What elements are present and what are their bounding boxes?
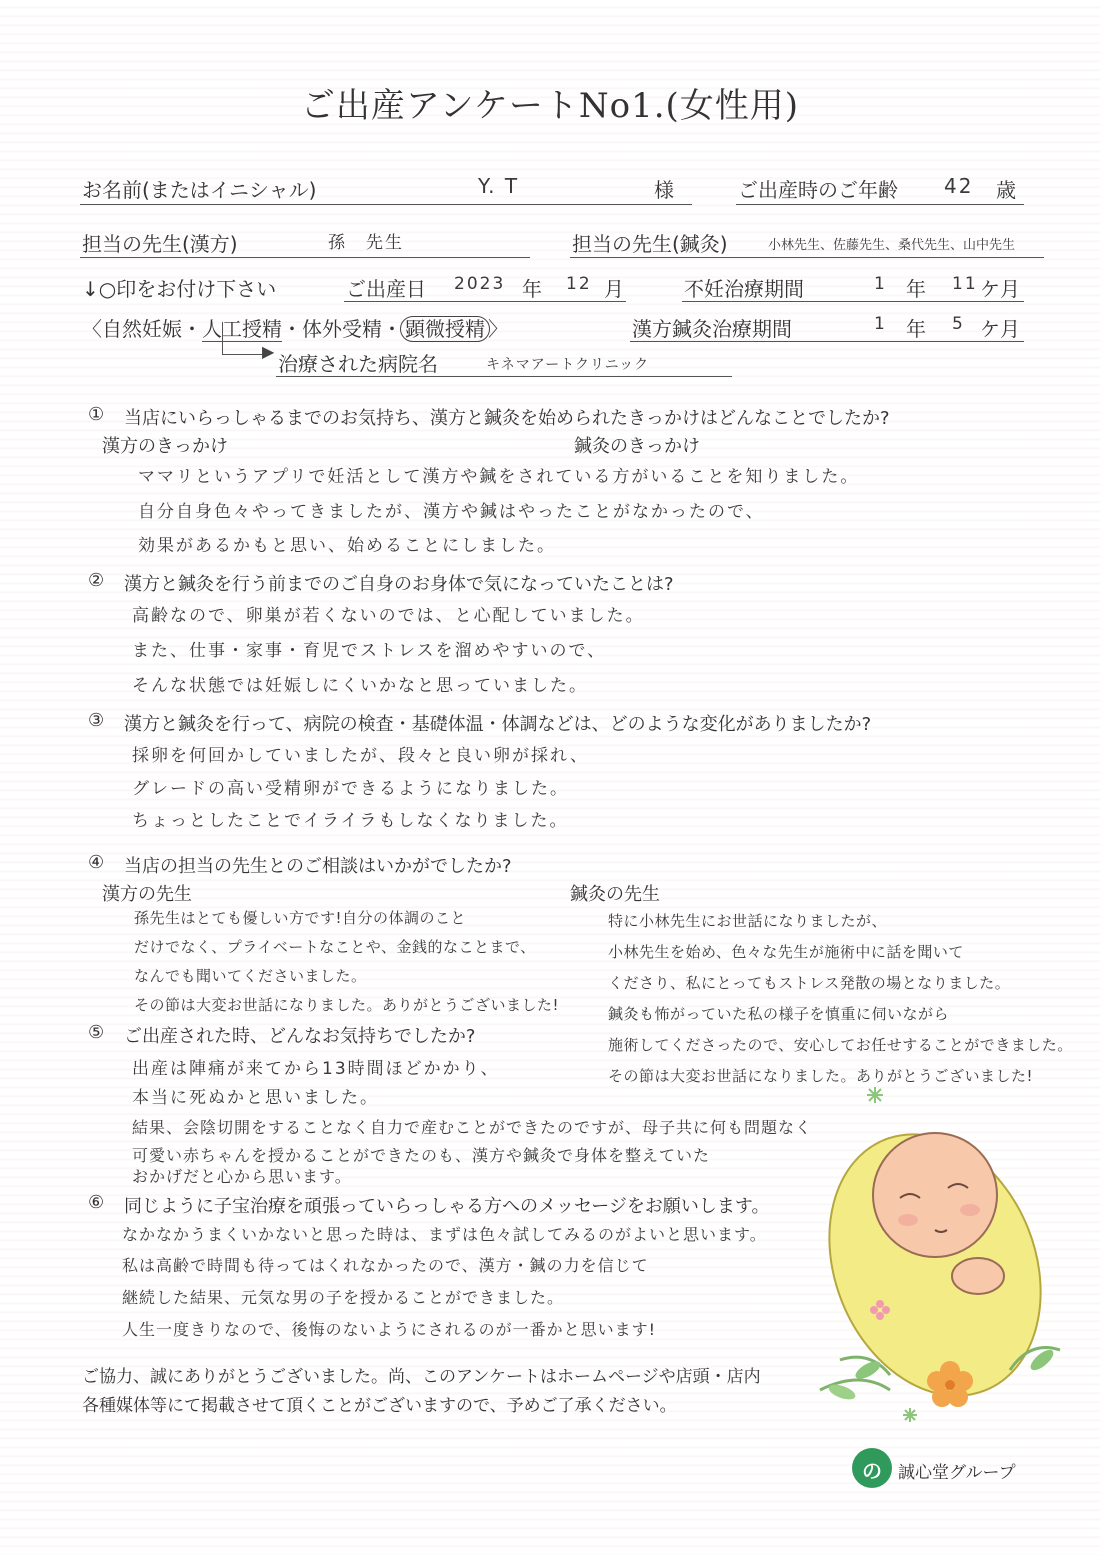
acu-teacher-underline — [570, 257, 1044, 258]
treatment-natural: 自然妊娠・ — [102, 317, 202, 341]
treatment-bracket-close: 〉 — [488, 317, 508, 341]
footer-line-2: 各種媒体等にて掲載させて頂くことがございますので、予めご了承ください。 — [82, 1396, 677, 1416]
group-logo-icon: の — [852, 1448, 892, 1488]
hospital-value: キネマアートクリニック — [486, 357, 650, 373]
baby-right-cheek — [960, 1204, 980, 1216]
q6-text: 同じように子宝治療を頑張っていらっしゃる方へのメッセージをお願いします。 — [124, 1196, 770, 1217]
infertility-label: 不妊治療期間 — [684, 277, 804, 301]
q5-answer-line-2: 本当に死ぬかと思いました。 — [132, 1088, 379, 1108]
birth-date-underline — [344, 301, 626, 302]
q3-answer-line-2: グレードの高い受精卵ができるようになりました。 — [132, 779, 569, 799]
q1-sub-left: 漢方のきっかけ — [102, 436, 228, 457]
page-title: ご出産アンケートNo1.(女性用) — [300, 86, 800, 126]
treatment-bracket-open: 〈 — [82, 317, 102, 341]
birth-month: 12 — [566, 274, 592, 294]
birth-date-label: ご出産日 — [346, 277, 426, 301]
q5-number: ⑤ — [88, 1022, 105, 1043]
q2-text: 漢方と鍼灸を行う前までのご自身のお身体で気になっていたことは? — [124, 574, 674, 595]
treatment-artificial-insemination: 人工授精 — [202, 317, 282, 341]
infertility-year-unit: 年 — [906, 277, 926, 301]
name-label: お名前(またはイニシャル) — [82, 178, 317, 202]
infertility-underline — [682, 301, 1024, 302]
q5-text: ご出産された時、どんなお気持ちでしたか? — [124, 1026, 476, 1047]
baby-illustration — [780, 1070, 1100, 1430]
q6-answer-line-2: 私は高齢で時間も待ってはくれなかったので、漢方・鍼の力を信じて — [122, 1256, 649, 1275]
q6-answer-line-3: 継続した結果、元気な男の子を授かることができました。 — [122, 1288, 565, 1307]
group-logo-text: 誠心堂グループ — [898, 1463, 1016, 1483]
acu-teacher-value: 小林先生、佐藤先生、桑代先生、山中先生 — [768, 238, 1016, 253]
hospital-label: 治療された病院名 — [278, 352, 438, 376]
age-unit: 歳 — [996, 178, 1016, 202]
name-underline — [80, 204, 692, 205]
q4-right-line-6: その節は大変お世話になりました。ありがとうございました! — [608, 1067, 1034, 1085]
q1-answer-line-2: 自分自身色々やってきましたが、漢方や鍼はやったことがなかったので、 — [138, 502, 765, 522]
q1-answer-line-1: ママリというアプリで妊活として漢方や鍼をされている方がいることを知りました。 — [138, 467, 860, 487]
baby-hand — [952, 1258, 1004, 1294]
q1-number: ① — [88, 404, 105, 425]
q4-sub-right: 鍼灸の先生 — [570, 884, 660, 905]
name-value: Y. T — [478, 174, 520, 198]
q3-answer-line-3: ちょっとしたことでイライラもしなくなりました。 — [132, 811, 569, 831]
baby-face — [873, 1133, 997, 1257]
q4-right-line-4: 鍼灸も怖がっていた私の様子を慎重に伺いながら — [608, 1005, 950, 1023]
age-label: ご出産時のご年齢 — [738, 178, 898, 202]
q6-number: ⑥ — [88, 1192, 105, 1213]
infertility-years: 1 — [874, 274, 887, 294]
q4-right-line-5: 施術してくださったので、安心してお任せすることができました。 — [608, 1036, 1073, 1054]
name-suffix: 様 — [654, 178, 674, 202]
q4-number: ④ — [88, 852, 105, 873]
kampo-period-label: 漢方鍼灸治療期間 — [632, 317, 792, 341]
footer-line-1: ご協力、誠にありがとうございました。尚、このアンケートはホームページや店頭・店内 — [82, 1367, 761, 1387]
treatment-type-options — [82, 313, 508, 342]
q2-answer-line-2: また、仕事・家事・育児でストレスを溜めやすいので、 — [132, 641, 607, 661]
q4-left-line-2: だけでなく、プライベートなことや、金銭的なことまで、 — [134, 938, 536, 956]
q4-right-line-2: 小林先生を始め、色々な先生が施術中に話を聞いて — [608, 943, 964, 961]
hospital-arrow — [222, 322, 265, 355]
kampo-period-underline — [630, 341, 1024, 342]
hospital-underline — [276, 376, 732, 377]
q4-text: 当店の担当の先生とのご相談はいかがでしたか? — [124, 856, 512, 877]
q5-answer-line-3: 結果、会陰切開をすることなく自力で産むことができたのですが、母子共に何も問題なく — [132, 1118, 813, 1137]
treatment-icsi-circled: 顕微授精 — [400, 316, 490, 342]
q4-left-line-1: 孫先生はとても優しい方です!自分の体調のこと — [134, 909, 467, 927]
q6-answer-line-4: 人生一度きりなので、後悔のないようにされるのが一番かと思います! — [122, 1320, 657, 1339]
kampo-teacher-underline — [80, 257, 530, 258]
baby-left-cheek — [898, 1214, 918, 1226]
kampo-period-months-unit: ケ月 — [980, 317, 1020, 341]
q2-answer-line-1: 高齢なので、卵巣が若くないのでは、と心配していました。 — [132, 606, 645, 626]
infertility-months: 11 — [952, 274, 978, 294]
arrow-head-icon: ▶ — [262, 342, 275, 361]
q4-right-line-3: くださり、私にとってもストレス発散の場となりました。 — [608, 974, 1011, 992]
q1-answer-line-3: 効果があるかもと思い、始めることにしました。 — [138, 536, 556, 556]
q4-left-line-4: その節は大変お世話になりました。ありがとうございました! — [134, 996, 560, 1014]
birth-year: 2023 — [454, 274, 506, 294]
q5-answer-line-4: 可愛い赤ちゃんを授かることができたのも、漢方や鍼灸で身体を整えていた — [132, 1146, 711, 1165]
sparkle-flower-2 — [903, 1408, 917, 1422]
year-unit: 年 — [522, 277, 542, 301]
infertility-months-unit: ケ月 — [980, 277, 1020, 301]
age-underline — [736, 204, 1024, 205]
q3-text: 漢方と鍼灸を行って、病院の検査・基礎体温・体調などは、どのような変化がありましたか? — [124, 714, 872, 735]
q4-sub-left: 漢方の先生 — [102, 884, 192, 905]
kampo-period-year-unit: 年 — [906, 317, 926, 341]
q5-answer-line-1: 出産は陣痛が来てから13時間ほどかかり、 — [132, 1059, 500, 1079]
circle-instruction: ↓○印をお付け下さい — [82, 277, 277, 301]
month-unit: 月 — [604, 277, 624, 301]
q1-sub-right: 鍼灸のきっかけ — [574, 436, 700, 457]
treatment-ivf: ・体外受精・ — [282, 317, 402, 341]
q2-number: ② — [88, 570, 105, 591]
q3-answer-line-1: 採卵を何回かしていましたが、段々と良い卵が採れ、 — [132, 746, 590, 766]
age-value: 42 — [944, 174, 974, 198]
q5-answer-line-5: おかげだと心から思います。 — [132, 1167, 352, 1186]
q1-text: 当店にいらっしゃるまでのお気持ち、漢方と鍼灸を始められたきっかけはどんなことでしたか? — [124, 408, 890, 429]
kampo-period-years: 1 — [874, 314, 887, 334]
q6-answer-line-1: なかなかうまくいかないと思った時は、まずは色々試してみるのがよいと思います。 — [122, 1225, 767, 1244]
kampo-teacher-label: 担当の先生(漢方) — [82, 232, 238, 256]
q4-right-line-1: 特に小林先生にお世話になりましたが、 — [608, 912, 888, 930]
sparkle-flower — [867, 1087, 883, 1103]
kampo-teacher-value: 孫 先生 — [328, 233, 404, 253]
q3-number: ③ — [88, 710, 105, 731]
q2-answer-line-3: そんな状態では妊娠しにくいかなと思っていました。 — [132, 676, 588, 696]
acu-teacher-label: 担当の先生(鍼灸) — [572, 232, 728, 256]
q4-left-line-3: なんでも聞いてくださいました。 — [134, 967, 367, 985]
kampo-period-months: 5 — [952, 314, 965, 334]
